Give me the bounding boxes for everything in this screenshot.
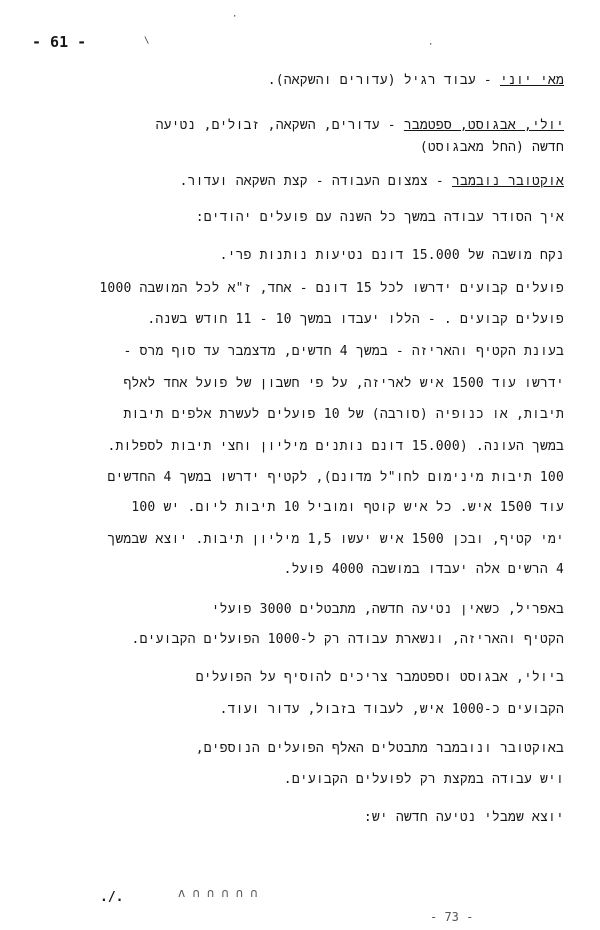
page-number: - 61 - — [32, 33, 87, 51]
months-label: יולי, אבגוסט, ספטמבר — [403, 118, 564, 133]
body-line: יוצא שמבלי נטיעה חדשה יש: — [363, 810, 564, 825]
body-line: ביולי, אבגוסט וספטמבר צריכים להוסיף על הפועלים — [195, 670, 564, 685]
faded-stamp: ʌ ∩ ∩ ∩ ∩ ∩ — [178, 886, 258, 900]
body-line: במשך העונה. (15.000 דונם נותנים מיליון וחצי תיבות לספלות. — [107, 439, 564, 454]
scan-speck: · — [232, 12, 238, 22]
section-text: - עדורים, השקאה, זבולים, נטיעה — [155, 118, 404, 133]
body-line: 4 הרשים אלה יעבדו במושבה 4000 פועל. — [283, 562, 564, 577]
continuation-mark: ./. ‬ — [100, 890, 132, 905]
body-line: נקח מושבה של 15.000 דונם נטיעות נותנות פרי. — [219, 248, 564, 263]
body-line: ידרשו עוד 1500 איש לאריזה, על פי חשבון של פועל אחד לאלף — [123, 376, 564, 391]
section-text: - עבוד רגיל (עדורים והשקאה). — [267, 73, 500, 88]
body-line: באפריל, כשאין נטיעה חדשה, מתבטלים 3000 פועלי — [211, 602, 564, 617]
section-text: - צמצום העבודה - קצת השקאה ועדור. — [179, 174, 452, 189]
body-line: איך הסודר עבודה במשך כל השנה עם פועלים יהודים: — [195, 210, 564, 225]
section-text: חדשה (החל מאבגוסט) — [419, 140, 564, 155]
body-line: הקבועים כ-1000 איש, לעבוד בזבול, עדור ועוד. — [219, 702, 564, 717]
body-line: פועלים קבועים . - הללו יעבדו במשך 10 - 11 חודש בשנה. — [147, 312, 564, 327]
body-line: ימי קטיף, ובכן 1500 איש יעשו 1,5 מיליון תיבות. יוצא שבמשך — [107, 532, 564, 547]
section-july-sept — [20, 118, 564, 133]
body-line: באוקטובר ונובמבר מתבטלים האלף הפועלים הנוספים, — [195, 741, 564, 756]
section-july-sept-cont — [20, 140, 564, 155]
body-line: עוד 1500 איש. כל איש קוטף ומוביל 10 תיבות ליום. יש 100 — [131, 500, 564, 515]
body-line: 100 תיבות מינימום לחו"ל מדונם), לקטיף ידרשו במשך 4 החדשים — [107, 470, 564, 485]
section-may-june — [20, 73, 564, 88]
body-line: תיבות, או כנופיה (סורבה) של 10 פועלים לעשרת אלפים תיבות — [123, 407, 564, 422]
months-label: מאי יוני — [499, 73, 564, 88]
body-line: ויש עבודה במקצת רק לפועלים הקבועים. — [283, 772, 564, 787]
section-oct-nov — [20, 174, 564, 189]
archive-page-number: - 73 - — [430, 910, 474, 924]
scan-speck: · — [428, 40, 434, 50]
scan-speck: \ — [144, 36, 150, 46]
body-line: הקטיף והאריזה, ונשארת עבודה רק ל-1000 הפועלים הקבועים. — [131, 632, 564, 647]
body-line: פועלים קבועים ידרשו לכל 15 דונם - אחד, ז"א לכל המושבה 1000 — [99, 281, 564, 296]
months-label: אוקטובר נובמבר — [451, 174, 564, 189]
body-line: בעונת הקטיף והאריזה - במשך 4 חדשים, מדצמבר עד סוף מרס - — [123, 344, 564, 359]
